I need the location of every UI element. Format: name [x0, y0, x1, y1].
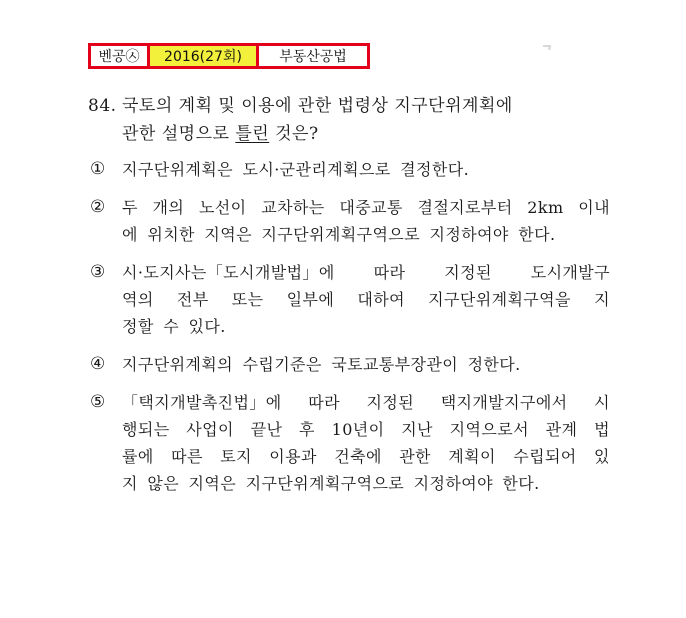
scan-speck — [548, 47, 551, 50]
option-word: 이용과 — [269, 447, 317, 466]
option-word: 있 — [594, 447, 610, 466]
answer-option — [90, 259, 610, 340]
option-word: 대하여 — [357, 290, 405, 309]
option-word: 두 — [122, 198, 138, 217]
question-text-post: 것은? — [269, 124, 319, 144]
option-marker: ③ — [90, 262, 106, 282]
option-word: 행되는 — [122, 420, 170, 439]
option-marker: ⑤ — [90, 392, 106, 412]
subject-label: 부동산공법 — [279, 49, 347, 65]
option-word: 사업이 — [186, 420, 234, 439]
option-word: 도시개발구 — [530, 263, 610, 282]
option-word: 「택지개발촉진법」에 — [122, 393, 282, 412]
question-text-pre: 관한 설명으로 — [122, 124, 236, 144]
option-word: 지구단위계획구역을 — [428, 290, 571, 309]
answer-option — [90, 351, 610, 378]
option-line — [122, 259, 610, 286]
option-word: 지역으로서 — [449, 420, 529, 439]
option-word: 관계 — [545, 420, 578, 439]
question-line-1 — [88, 92, 608, 120]
option-word: 지정된 — [444, 263, 492, 282]
option-word: 전부 — [176, 290, 209, 309]
option-marker: ① — [90, 159, 106, 179]
option-word: 2km — [527, 198, 564, 217]
option-marker: ② — [90, 197, 106, 217]
option-word: 따라 — [373, 263, 406, 282]
option-word: 교차하는 — [261, 198, 325, 217]
option-word: 이내 — [578, 198, 610, 217]
option-word: 건축에 — [334, 447, 382, 466]
question-number: 84. — [88, 96, 117, 116]
option-word: 대중교통 — [339, 198, 403, 217]
question-line-2 — [88, 120, 608, 148]
option-line — [122, 286, 610, 313]
answer-option — [90, 389, 610, 497]
option-word: 결절지로부터 — [417, 198, 513, 217]
option-word: 개의 — [152, 198, 185, 217]
option-word: 노선이 — [198, 198, 247, 217]
option-word: 계획이 — [448, 447, 496, 466]
option-word: 또는 — [231, 290, 264, 309]
option-word: 10년이 — [331, 420, 385, 439]
option-text — [122, 351, 610, 378]
option-word: 법 — [594, 420, 610, 439]
option-word: 일부에 — [286, 290, 335, 309]
option-word: 따른 — [171, 447, 203, 466]
option-text — [122, 156, 610, 183]
option-word: 역의 — [122, 290, 154, 309]
option-word: 토지 — [220, 447, 252, 466]
option-word: 후 — [299, 420, 315, 439]
option-line — [122, 416, 610, 443]
option-word: 시 — [594, 393, 610, 412]
option-line: 지구단위계획은 도시·군관리계획으로 결정한다. — [122, 160, 470, 179]
option-word: 택지개발지구에서 — [440, 393, 568, 412]
option-line: 지구단위계획의 수립기준은 국토교통부장관이 정한다. — [122, 355, 521, 374]
question-stem — [88, 92, 608, 148]
brand-label: 벤공㉦ — [98, 49, 140, 65]
option-marker: ④ — [90, 354, 106, 374]
answer-option — [90, 156, 610, 183]
option-line: 지 않은 지역은 지구단위계획구역으로 지정하여야 한다. — [122, 474, 540, 493]
question-text-line-1: 국토의 계획 및 이용에 관한 법령상 지구단위계획에 — [122, 96, 513, 116]
option-word: 지난 — [401, 420, 433, 439]
option-word: 률에 — [122, 447, 154, 466]
option-line: 에 위치한 지역은 지구단위계획구역으로 지정하여야 한다. — [122, 225, 556, 244]
option-text — [122, 194, 610, 248]
option-line — [122, 194, 610, 221]
option-word: 따라 — [308, 393, 340, 412]
question-emphasis: 틀린 — [235, 124, 270, 144]
option-word: 관한 — [399, 447, 431, 466]
option-line: 정할 수 있다. — [122, 317, 226, 336]
exam-header — [88, 43, 370, 69]
option-word: 수립되어 — [513, 447, 577, 466]
option-text — [122, 259, 610, 340]
exam-year-label: 2016(27회) — [147, 46, 259, 66]
option-word: 지 — [594, 290, 610, 309]
answer-options — [90, 156, 610, 508]
option-word: 끝난 — [250, 420, 283, 439]
option-line — [122, 389, 610, 416]
option-text — [122, 389, 610, 497]
option-line — [122, 443, 610, 470]
option-word: 지정된 — [366, 393, 415, 412]
answer-option — [90, 194, 610, 248]
option-word: 시·도지사는「도시개발법」에 — [122, 263, 335, 282]
